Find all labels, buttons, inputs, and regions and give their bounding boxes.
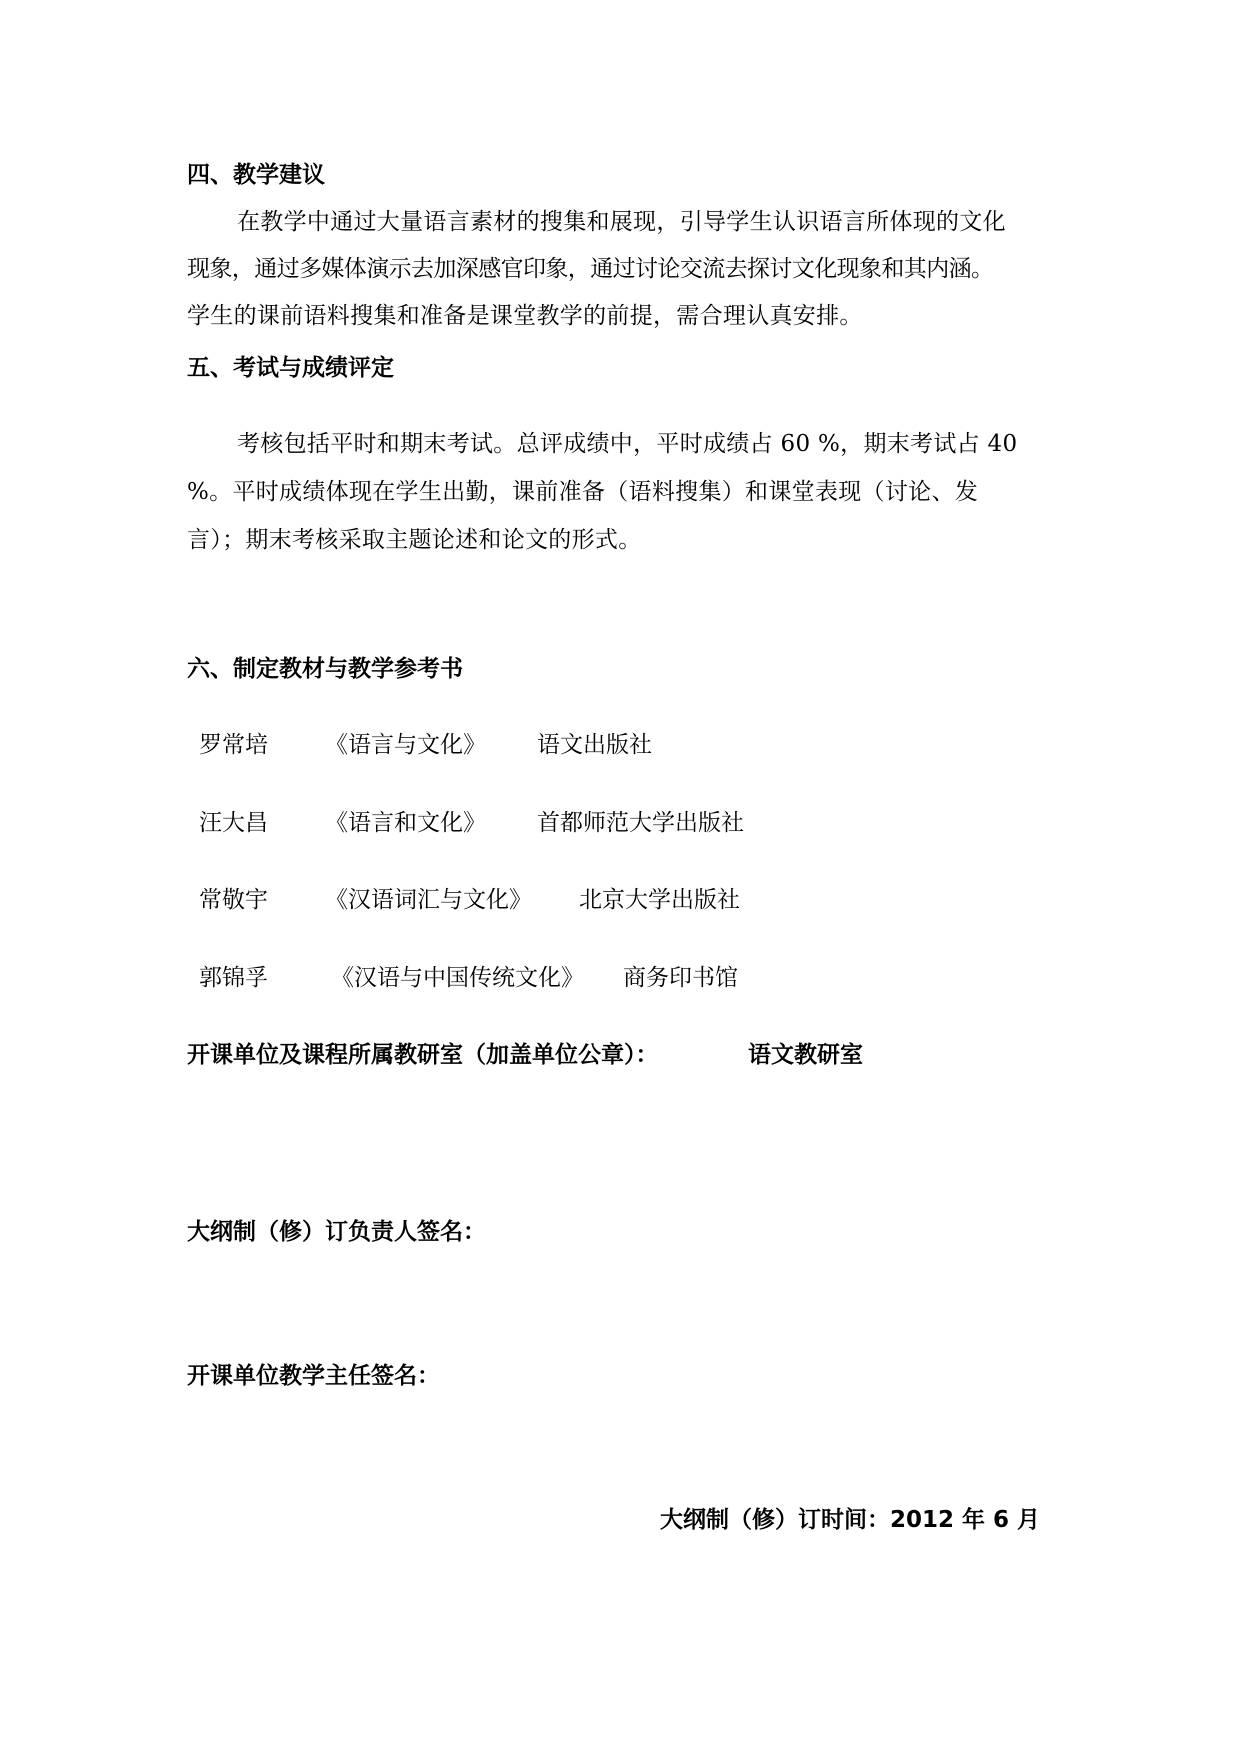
- reference-publisher: 语文出版社: [537, 732, 652, 758]
- course-unit-value: 语文教研室: [748, 1042, 863, 1068]
- reference-author: 常敬宇: [199, 887, 268, 913]
- section4-heading: 四、教学建议: [187, 162, 325, 188]
- reference-title: 《汉语与中国传统文化》: [331, 965, 584, 991]
- section4-line-2: 现象，通过多媒体演示去加深感官印象，通过讨论交流去探讨文化现象和其内涵。: [187, 256, 994, 282]
- responsible-signature-label: 大纲制（修）订负责人签名：: [187, 1219, 486, 1245]
- course-unit-label: 开课单位及课程所属教研室（加盖单位公章）：: [187, 1042, 659, 1068]
- director-signature-label: 开课单位教学主任签名：: [187, 1363, 440, 1389]
- reference-author: 汪大昌: [199, 810, 268, 836]
- reference-publisher: 北京大学出版社: [579, 887, 740, 913]
- reference-title: 《语言和文化》: [325, 810, 486, 836]
- section5-line-1: 考核包括平时和期末考试。总评成绩中，平时成绩占 60 %，期末考试占 40: [237, 431, 1018, 457]
- section6-heading: 六、制定教材与教学参考书: [187, 656, 463, 682]
- revision-time: 大纲制（修）订时间：2012 年 6 月: [660, 1507, 1041, 1533]
- section4-line-1: 在教学中通过大量语言素材的搜集和展现，引导学生认识语言所体现的文化: [237, 209, 1006, 235]
- reference-publisher: 首都师范大学出版社: [537, 810, 744, 836]
- section5-heading: 五、考试与成绩评定: [187, 355, 394, 381]
- reference-author: 罗常培: [199, 732, 268, 758]
- reference-publisher: 商务印书馆: [623, 965, 738, 991]
- reference-title: 《汉语词汇与文化》: [325, 887, 532, 913]
- reference-author: 郭锦孚: [199, 965, 268, 991]
- reference-title: 《语言与文化》: [325, 732, 486, 758]
- section5-line-2: %。平时成绩体现在学生出勤，课前准备（语料搜集）和课堂表现（讨论、发: [187, 479, 979, 505]
- section5-line-3: 言）；期末考核采取主题论述和论文的形式。: [187, 527, 642, 553]
- section4-line-3: 学生的课前语料搜集和准备是课堂教学的前提，需合理认真安排。: [187, 303, 863, 329]
